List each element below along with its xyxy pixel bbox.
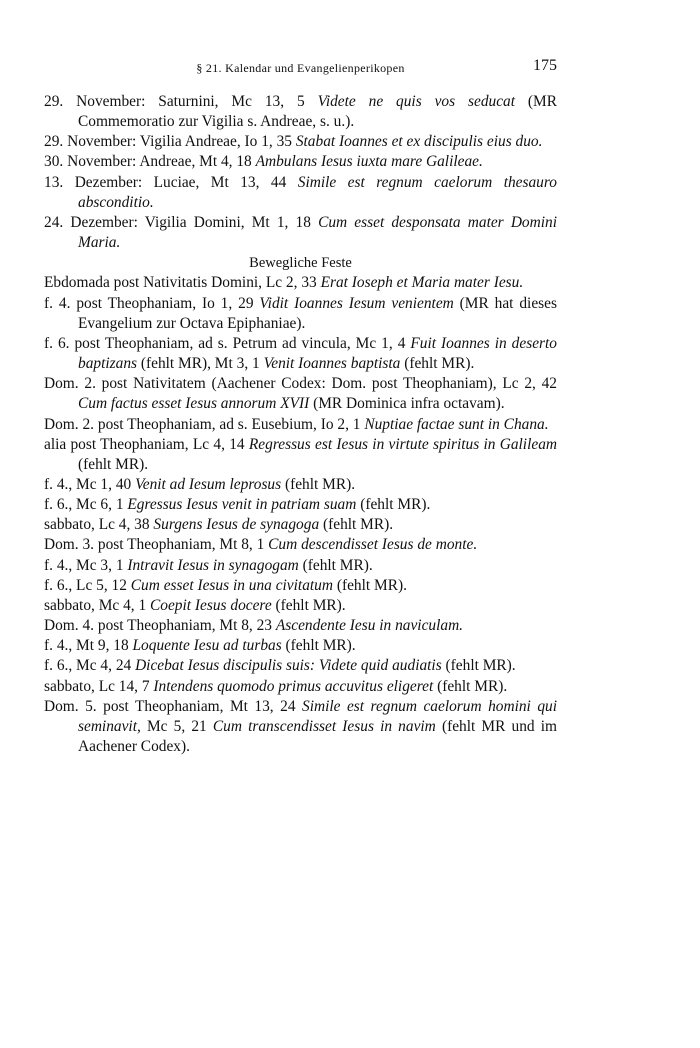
incipit-text: Ascendente Iesu in naviculam.: [275, 617, 464, 635]
incipit-text: Cum descendisset Iesus de monte.: [268, 536, 478, 554]
fixed-feast-list: [44, 92, 557, 253]
entry-text: 24. Dezember: Vigilia Domini, Mt 1, 18: [44, 213, 319, 231]
incipit-text: Fuit Ioannes in deserto baptizans: [78, 334, 557, 373]
entry-text: Dom. 2. post Theophaniam, ad s. Eusebium, Io 2, 1: [44, 415, 365, 433]
entry-text: 29. November: Saturnini, Mc 13, 5: [44, 93, 318, 110]
incipit-text: Videte ne quis vos seducat: [317, 93, 516, 110]
entry-text: (fehlt MR).: [400, 355, 475, 373]
entry-text: f. 4., Mc 3, 1: [44, 556, 128, 574]
entry-text: Dom. 3. post Theophaniam, Mt 8, 1: [44, 536, 269, 554]
incipit-text: Cum transcendisset Iesus in navim: [212, 717, 436, 735]
entry-text: (fehlt MR und im Aachener Codex).: [78, 717, 557, 755]
pericope-entry: [44, 132, 557, 152]
entry-text: (fehlt MR).: [332, 576, 407, 594]
running-header: § 21. Kalendar und Evangelienperikopen: [196, 61, 405, 75]
incipit-text: Cum factus esset Iesus annorum XVII: [78, 395, 310, 413]
entry-text: sabbato, Lc 4, 38: [44, 516, 154, 534]
entry-text: (fehlt MR).: [78, 455, 149, 473]
entry-text: f. 6. post Theophaniam, ad s. Petrum ad vincula, Mc 1, 4: [44, 334, 411, 352]
entry-text: Dom. 5. post Theophaniam, Mt 13, 24: [44, 697, 302, 715]
incipit-text: Intravit Iesus in synagogam: [127, 556, 299, 574]
entry-text: Dom. 4. post Theophaniam, Mt 8, 23: [44, 617, 276, 635]
pericope-entry: [44, 576, 557, 596]
incipit-text: Cum esset Iesus in una civitatum: [130, 576, 333, 594]
entry-text: (MR hat dieses Evangelium zur Octava Epiphaniae).: [78, 294, 557, 332]
incipit-text: Vidit Ioannes Iesum venientem: [259, 294, 454, 312]
pericope-entry: [44, 636, 557, 656]
entry-text: 13. Dezember: Luciae, Mt 13, 44: [44, 173, 298, 191]
pericope-entry: [44, 92, 557, 132]
pericope-entry: [44, 475, 557, 495]
pericope-entry: [44, 294, 557, 334]
incipit-text: Intendens quomodo primus accuvitus eligeret: [153, 677, 434, 695]
entry-text: (MR Dominica infra octavam).: [309, 395, 505, 413]
incipit-text: Cum esset desponsata mater Domini Maria.: [78, 213, 557, 252]
entry-text: Dom. 2. post Nativitatem (Aachener Codex: Dom. post Theophaniam), Lc 2, 42: [44, 375, 557, 393]
entry-text: f. 6., Mc 6, 1: [44, 496, 128, 514]
entry-text: f. 6., Lc 5, 12: [44, 576, 131, 594]
incipit-text: Venit ad Iesum leprosus: [135, 475, 282, 493]
pericope-entry: [44, 213, 557, 253]
pericope-entry: [44, 677, 557, 697]
incipit-text: Venit Ioannes baptista: [263, 355, 401, 373]
entry-text: sabbato, Mc 4, 1: [44, 596, 151, 614]
incipit-text: Loquente Iesu ad turbas: [132, 637, 282, 655]
entry-text: f. 6., Mc 4, 24: [44, 657, 136, 675]
entry-text: 29. November: Vigilia Andreae, Io 1, 35: [44, 133, 296, 151]
page-header: [44, 57, 557, 79]
incipit-text: Egressus Iesus venit in patriam suam: [127, 496, 357, 514]
pericope-entry: [44, 152, 557, 172]
entry-text: (fehlt MR).: [433, 677, 508, 695]
entry-text: (fehlt MR).: [319, 516, 394, 534]
page-number: 175: [533, 57, 557, 74]
pericope-entry: [44, 515, 557, 535]
pericope-entry: [44, 697, 557, 757]
entry-text: f. 4. post Theophaniam, Io 1, 29: [44, 294, 260, 312]
pericope-entry: [44, 616, 557, 636]
incipit-text: Coepit Iesus docere: [150, 596, 272, 614]
pericope-entry: [44, 535, 557, 555]
entry-text: sabbato, Lc 14, 7: [44, 677, 154, 695]
pericope-entry: [44, 596, 557, 616]
entry-text: alia post Theophaniam, Lc 4, 14: [44, 435, 249, 453]
pericope-entry: [44, 415, 557, 435]
entry-text: Mc 5, 21: [140, 717, 213, 735]
pericope-entry: [44, 656, 557, 676]
entry-text: f. 4., Mc 1, 40: [44, 475, 136, 493]
entry-text: (fehlt MR).: [298, 556, 373, 574]
incipit-text: Simile est regnum caelorum homini qui seminavit,: [78, 697, 557, 735]
pericope-entry: [44, 273, 557, 293]
incipit-text: Surgens Iesus de synagoga: [153, 516, 320, 534]
section-heading: Bewegliche Feste: [249, 255, 352, 272]
page-body: [44, 92, 557, 757]
incipit-text: Erat Ioseph et Maria mater Iesu.: [320, 274, 524, 292]
pericope-entry: [44, 173, 557, 213]
incipit-text: Ambulans Iesus iuxta mare Galileae.: [255, 153, 483, 171]
pericope-entry: [44, 495, 557, 515]
incipit-text: Simile est regnum caelorum thesauro absconditio.: [78, 173, 557, 211]
entry-text: (fehlt MR).: [271, 596, 346, 614]
pericope-entry: [44, 556, 557, 576]
movable-feast-list: [44, 273, 557, 757]
entry-text: Ebdomada post Nativitatis Domini, Lc 2, 33: [44, 274, 321, 292]
entry-text: (fehlt MR).: [281, 637, 356, 655]
entry-text: (fehlt MR), Mt 3, 1: [137, 355, 264, 373]
pericope-entry: [44, 435, 557, 475]
entry-text: 30. November: Andreae, Mt 4, 18: [44, 153, 256, 171]
incipit-text: Regressus est Iesus in virtute spiritus in Galileam: [248, 435, 558, 453]
entry-text: (fehlt MR).: [441, 657, 516, 675]
entry-text: (fehlt MR).: [356, 496, 431, 514]
incipit-text: Dicebat Iesus discipulis suis: Videte quid audiatis: [135, 657, 442, 675]
pericope-entry: [44, 374, 557, 414]
incipit-text: Nuptiae factae sunt in Chana.: [364, 415, 549, 433]
entry-text: f. 4., Mt 9, 18: [44, 637, 133, 655]
pericope-entry: [44, 334, 557, 374]
entry-text: (MR Commemoratio zur Vigilia s. Andreae, s. u.).: [78, 93, 557, 131]
incipit-text: Stabat Ioannes et ex discipulis eius duo.: [295, 133, 543, 151]
entry-text: (fehlt MR).: [281, 475, 356, 493]
